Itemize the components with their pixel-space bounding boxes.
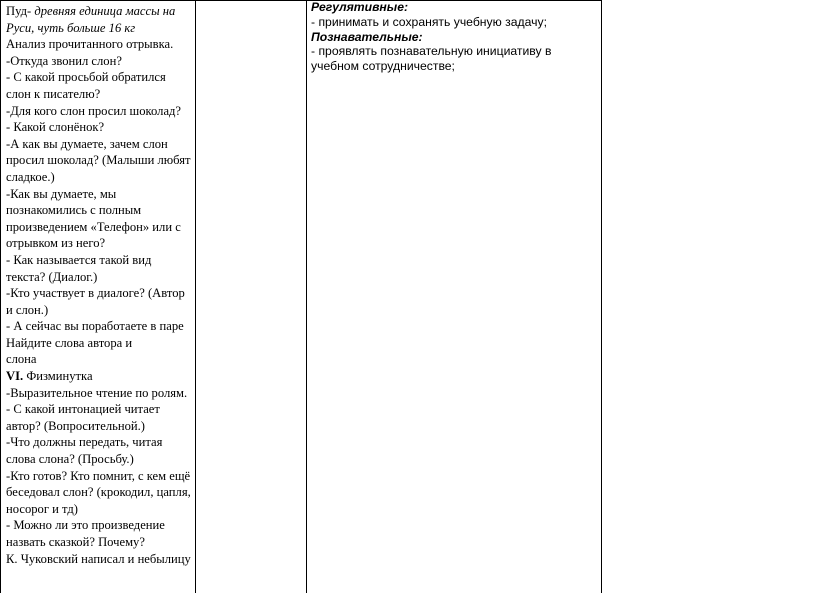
text-line: -Выразительное чтение по ролям. xyxy=(6,385,188,400)
text-line: -Для кого слон просил шоколад? xyxy=(6,103,182,118)
intro-def: - древняя единица массы на Руси, чуть больше 16 кг xyxy=(6,4,176,35)
text-line: -Откуда звонил слон? xyxy=(6,53,122,68)
text-line: Анализ прочитанного отрывка. xyxy=(6,37,174,52)
text-line: - С какой просьбой обратился слон к писателю? xyxy=(6,70,166,101)
text-line: - А сейчас вы поработаете в паре Найдите слова автора и xyxy=(6,319,184,350)
text-line: -Кто участвует в диалоге? (Автор и слон.) xyxy=(6,286,185,317)
section-heading xyxy=(6,368,192,385)
regulatory-item: - принимать и сохранять учебную задачу; xyxy=(311,14,547,29)
table-right-border xyxy=(601,0,602,593)
text-line: слона xyxy=(6,352,37,367)
column-divider-1 xyxy=(195,0,196,593)
cognitive-item: - проявлять познавательную инициативу в учебном сотрудничестве; xyxy=(311,44,552,74)
text-line: -А как вы думаете, зачем слон просил шоколад? (Малыши любят xyxy=(6,136,191,168)
lesson-content-cell xyxy=(6,3,192,567)
text-line: сладкое.) xyxy=(6,169,55,184)
text-line: - Можно ли это произведение назвать сказкой? Почему? xyxy=(6,518,165,549)
text-line: - С какой интонацией читает автор? (Вопросительной.) xyxy=(6,402,160,433)
text-line: -Кто готов? Кто помнит, с кем ещё беседовал слон? (крокодил, цапля, носорог и тд) xyxy=(6,468,191,516)
cognitive-heading: Познавательные: xyxy=(311,29,423,44)
text-line: - Какой слонёнок? xyxy=(6,120,105,135)
text-line: -Что должны передать, читая слова слона? (Просьбу.) xyxy=(6,435,163,467)
section-number: VI. xyxy=(6,369,24,384)
text-line: К. Чуковский написал и небылицу xyxy=(6,551,191,566)
section-title: Физминутка xyxy=(26,369,93,384)
intro-term: Пуд xyxy=(6,4,28,18)
text-line: - Как называется такой вид текста? (Диалог.) xyxy=(6,252,152,284)
intro-definition xyxy=(6,3,192,36)
learning-activities-cell xyxy=(311,0,599,74)
column-divider-2 xyxy=(306,0,307,593)
text-line: -Как вы думаете, мы познакомились с полным произведением «Телефон» или с отрывком из него? xyxy=(6,186,181,251)
regulatory-heading: Регулятивные: xyxy=(311,0,409,14)
table-left-border xyxy=(0,0,1,593)
